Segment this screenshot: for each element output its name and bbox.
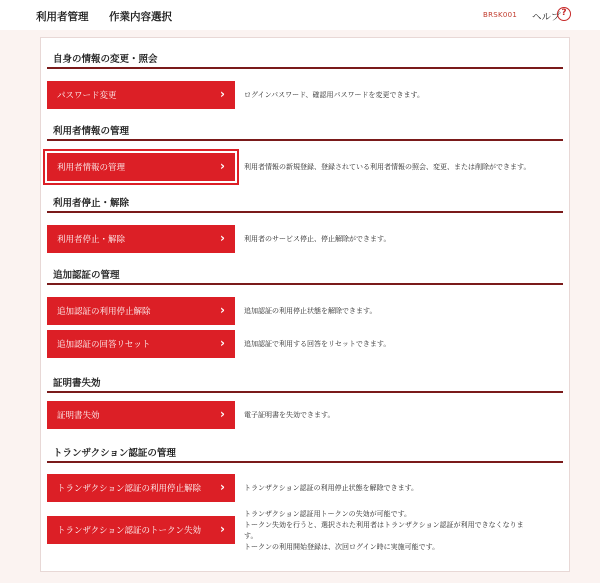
- txn-token-revoke-button[interactable]: [47, 516, 235, 544]
- txn-token-description-line1: トランザクション認証用トークンの失効が可能です。: [244, 510, 412, 518]
- tab-user-management[interactable]: 利用者管理: [36, 11, 89, 23]
- button-label: 追加認証の回答リセット: [57, 340, 151, 350]
- auth-reset-button[interactable]: [47, 330, 235, 358]
- auth-unlock-button[interactable]: [47, 297, 235, 325]
- password-change-description: ログインパスワード、確認用パスワードを変更できます。: [244, 91, 424, 99]
- chevron-right-icon: ›: [220, 159, 225, 173]
- password-change-button[interactable]: [47, 81, 235, 109]
- button-label: パスワード変更: [57, 91, 117, 101]
- button-label: トランザクション認証のトークン失効: [57, 526, 201, 536]
- chevron-right-icon: ›: [220, 480, 225, 494]
- section-divider: [47, 211, 563, 213]
- tab-task-select[interactable]: 作業内容選択: [109, 11, 172, 23]
- button-label: 追加認証の利用停止解除: [57, 307, 151, 317]
- button-label: 利用者情報の管理: [57, 163, 126, 173]
- chevron-right-icon: ›: [220, 231, 225, 245]
- txn-unlock-button[interactable]: [47, 474, 235, 502]
- chevron-right-icon: ›: [220, 303, 225, 317]
- cert-revoke-button[interactable]: [47, 401, 235, 429]
- section-divider: [47, 391, 563, 393]
- button-label: 証明書失効: [57, 411, 100, 421]
- user-suspend-description: 利用者のサービス停止、停止解除ができます。: [244, 235, 391, 243]
- help-icon[interactable]: ?: [557, 7, 571, 21]
- cert-revoke-description: 電子証明書を失効できます。: [244, 411, 335, 419]
- screen-id: BRSK001: [483, 11, 518, 19]
- section-divider: [47, 67, 563, 69]
- section-title-cert: 証明書失効: [53, 378, 101, 389]
- section-title-txn: トランザクション認証の管理: [53, 448, 176, 459]
- txn-unlock-description: トランザクション認証の利用停止状態を解除できます。: [244, 484, 419, 492]
- txn-token-description-line4: トークンの利用開始登録は、次回ログイン時に実施可能です。: [244, 543, 440, 551]
- section-divider: [47, 283, 563, 285]
- chevron-right-icon: ›: [220, 87, 225, 101]
- user-info-management-button[interactable]: [47, 153, 235, 181]
- top-header: [0, 0, 600, 30]
- user-info-management-description: 利用者情報の新規登録、登録されている利用者情報の照会、変更、または削除ができます。: [244, 163, 531, 171]
- auth-reset-description: 追加認証で利用する回答をリセットできます。: [244, 340, 391, 348]
- section-title-self: 自身の情報の変更・照会: [53, 54, 158, 65]
- chevron-right-icon: ›: [220, 407, 225, 421]
- chevron-right-icon: ›: [220, 522, 225, 536]
- section-title-suspend: 利用者停止・解除: [53, 198, 130, 209]
- chevron-right-icon: ›: [220, 336, 225, 350]
- section-divider: [47, 461, 563, 463]
- auth-unlock-description: 追加認証の利用停止状態を解除できます。: [244, 307, 377, 315]
- button-label: 利用者停止・解除: [57, 235, 126, 245]
- txn-token-description-line3: す。: [244, 532, 258, 540]
- section-divider: [47, 139, 563, 141]
- help-link[interactable]: ヘルプ: [532, 12, 561, 23]
- section-title-user-info: 利用者情報の管理: [53, 126, 130, 137]
- txn-token-description-line2: トークン失効を行うと、選択された利用者はトランザクション認証が利用できなくなりま: [244, 521, 524, 529]
- user-suspend-button[interactable]: [47, 225, 235, 253]
- button-label: トランザクション認証の利用停止解除: [57, 484, 201, 494]
- section-title-auth: 追加認証の管理: [53, 270, 120, 281]
